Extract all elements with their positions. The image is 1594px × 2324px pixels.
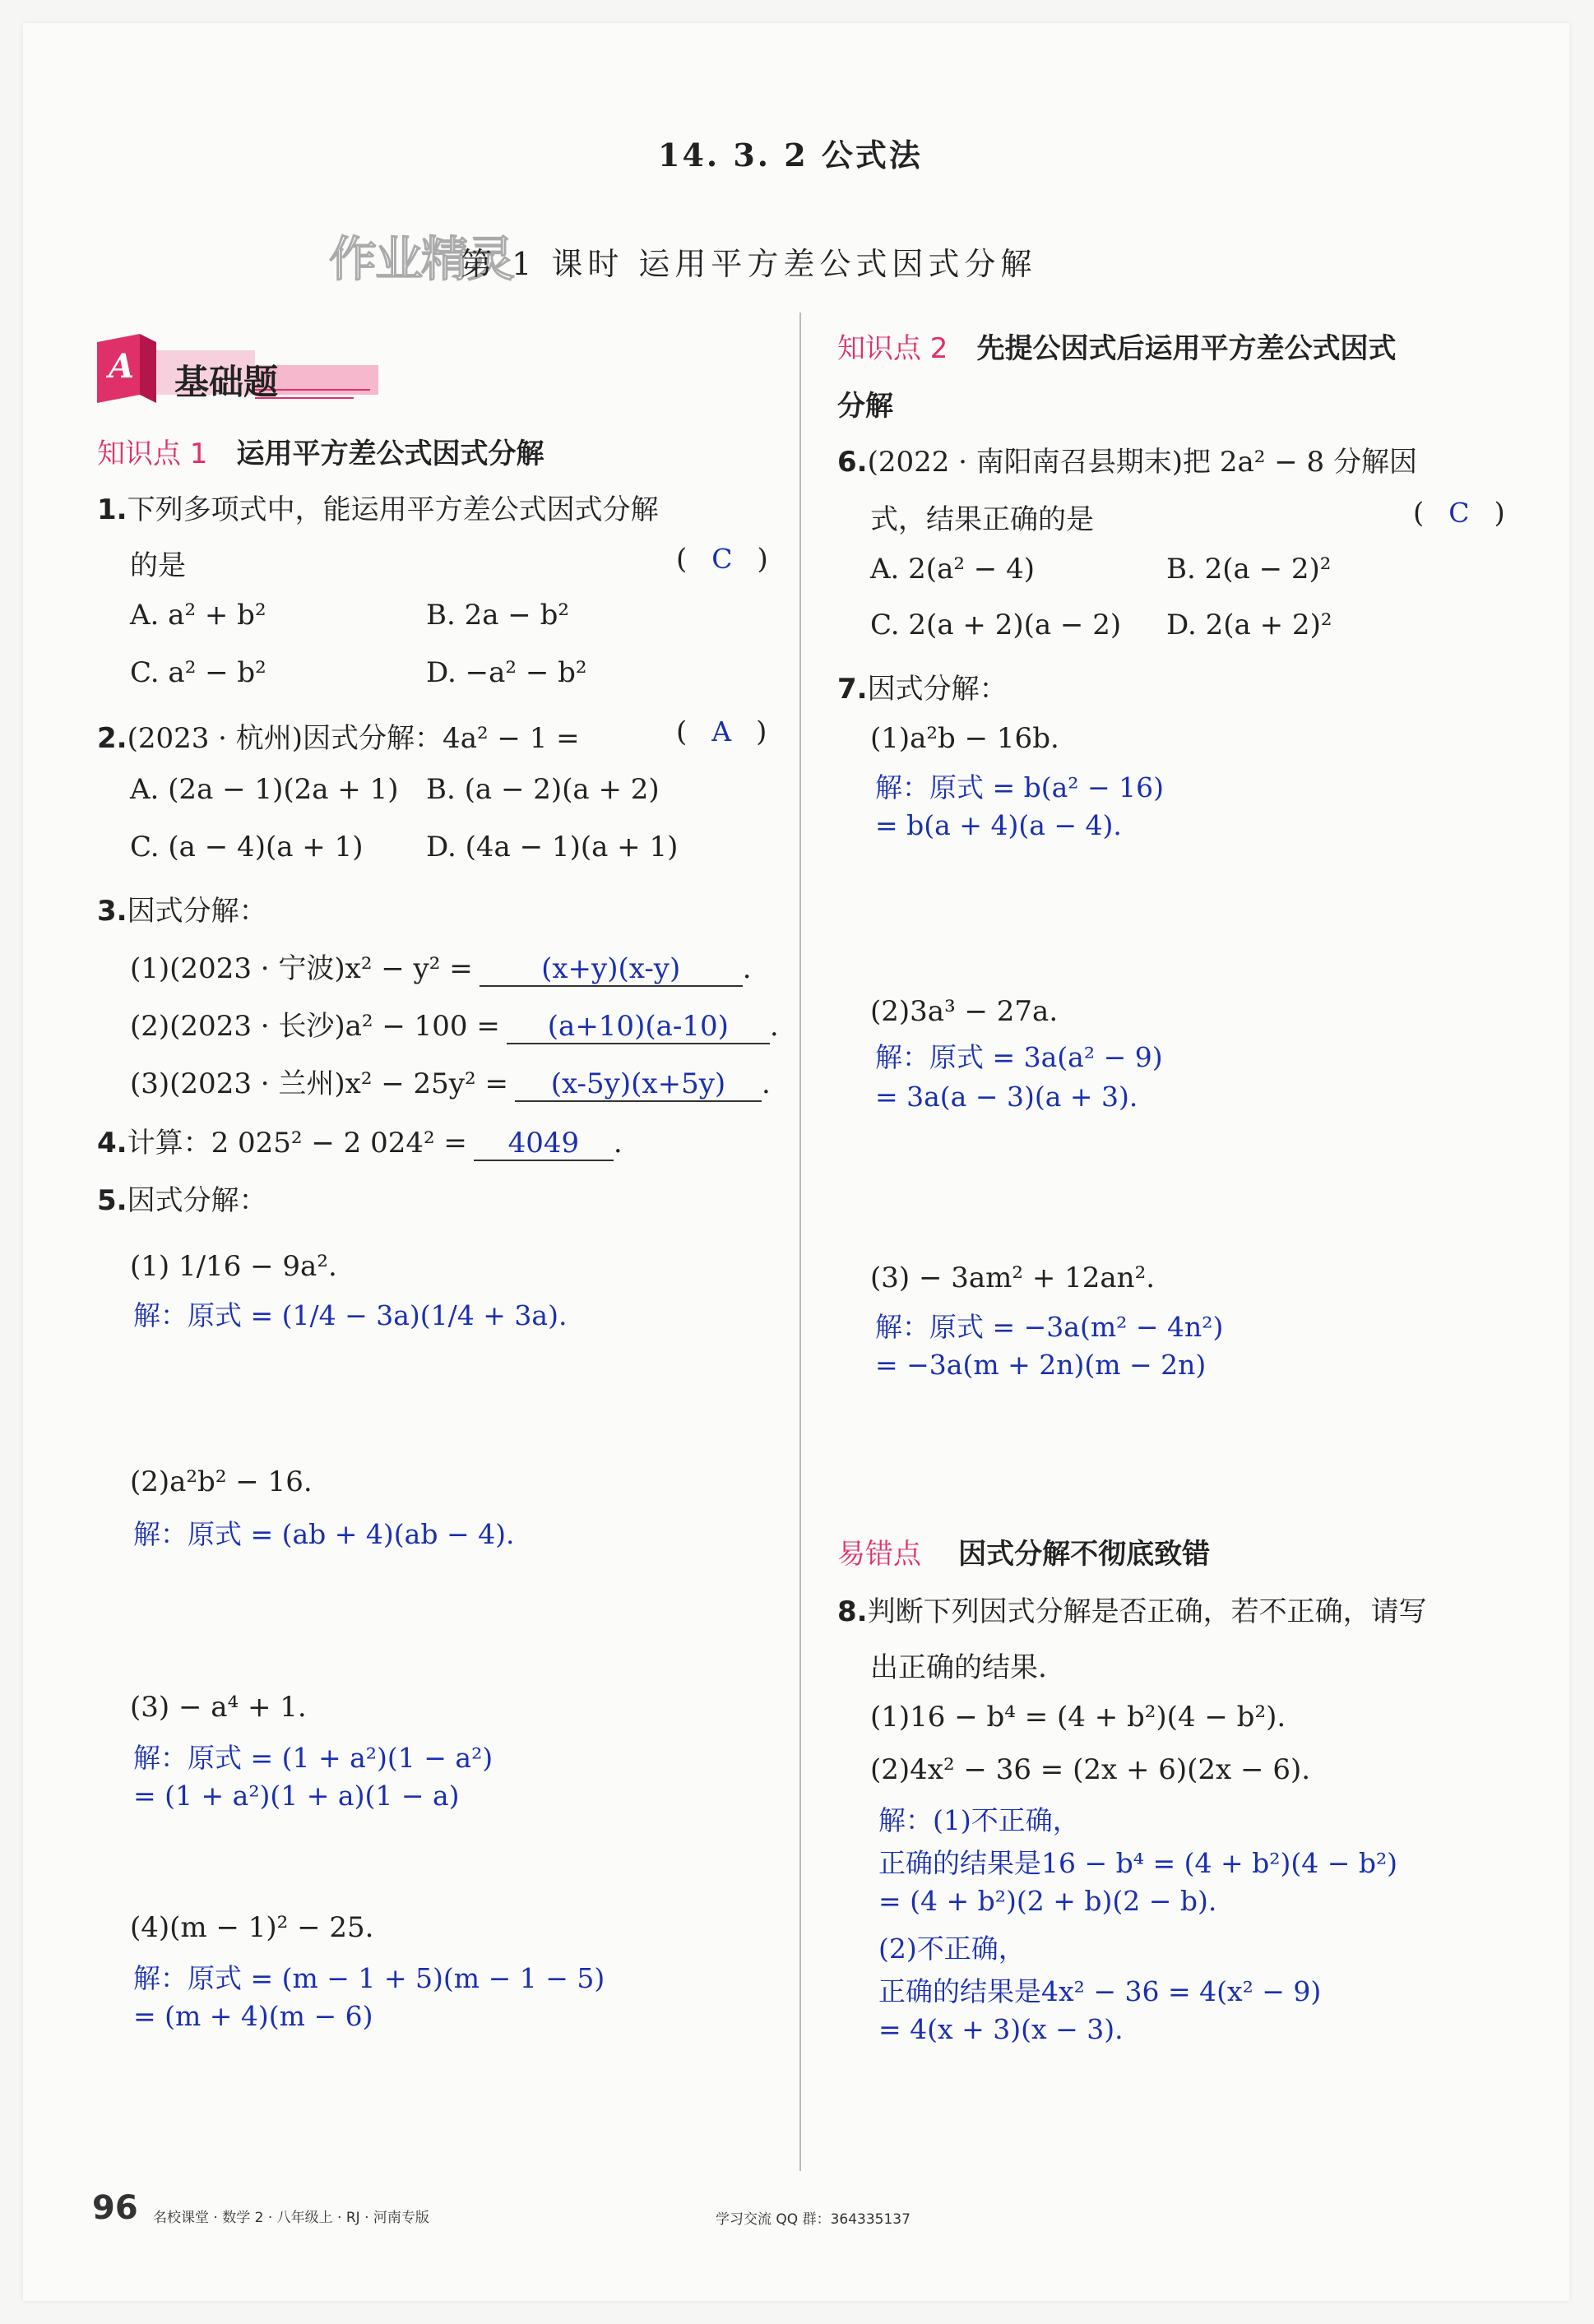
q8-solution-6: = 4(x + 3)(x − 3). — [878, 2013, 1124, 2045]
q7-part-1: (1)a²b − 16b. — [870, 722, 1059, 755]
q5-part-3: (3) − a⁴ + 1. — [130, 1691, 307, 1724]
part-text: (1)(2023 · 宁波)x² − y² = — [130, 952, 473, 985]
option-a: A. 2(a² − 4) — [870, 553, 1035, 586]
question-text: (2022 · 南阳南召县期末)把 2a² − 8 分解因 — [867, 446, 1417, 479]
q7-part-2: (2)3a³ − 27a. — [870, 995, 1059, 1028]
question-number: 6. — [837, 446, 868, 479]
q8-solution-3: = (4 + b²)(2 + b)(2 − b). — [878, 1885, 1217, 1917]
question-1-stem — [97, 487, 659, 527]
lesson-title: 第 1 课时 运用平方差公式因式分解 — [461, 246, 1037, 282]
choice-answer: C — [1448, 497, 1470, 529]
q8-part-1: (1)16 − b⁴ = (4 + b²)(4 − b²). — [870, 1701, 1286, 1734]
option-c: C. a² − b² — [130, 656, 266, 689]
section-title: 14. 3. 2 公式法 — [658, 137, 923, 174]
watermark-logo: 作业精灵 — [329, 231, 514, 287]
question-number: 3. — [97, 895, 127, 928]
column-divider — [799, 312, 801, 2171]
q5-part-1: (1) 1/16 − 9a². — [130, 1250, 337, 1283]
q5-solution-3a: 解：原式 = (1 + a²)(1 − a²) — [133, 1742, 493, 1774]
question-number: 4. — [97, 1127, 127, 1160]
option-d: D. −a² − b² — [426, 656, 587, 689]
book-info: 名校课堂 · 数学 2 · 八年级上 · RJ · 河南专版 — [153, 2210, 429, 2226]
kp-tag: 知识点 2 — [837, 332, 948, 365]
question-number: 7. — [837, 673, 868, 706]
q8-solution-4: (2)不正确， — [878, 1933, 1026, 1965]
q5-part-4: (4)(m − 1)² − 25. — [130, 1911, 374, 1944]
part-text: (2)(2023 · 长沙)a² − 100 = — [130, 1010, 500, 1043]
question-number: 2. — [97, 722, 127, 755]
q7-solution-2b: = 3a(a − 3)(a + 3). — [875, 1081, 1138, 1113]
q7-solution-2a: 解：原式 = 3a(a² − 9) — [875, 1041, 1163, 1073]
question-text: 因式分解： — [127, 1184, 267, 1217]
question-text: 计算：2 025² − 2 024² = — [127, 1127, 467, 1160]
question-3-stem — [97, 888, 267, 928]
kp-text-2: 分解 — [837, 390, 893, 423]
question-number: 1. — [97, 493, 127, 526]
q5-solution-3b: = (1 + a²)(1 + a)(1 − a) — [133, 1780, 460, 1812]
section-a-header — [90, 332, 387, 408]
option-a: A. a² + b² — [130, 599, 266, 632]
part-text: (3)(2023 · 兰州)x² − 25y² = — [130, 1067, 508, 1100]
option-c: C. (a − 4)(a + 1) — [130, 831, 364, 863]
kp-text: 先提公因式后运用平方差公式因式 — [976, 332, 1397, 365]
option-b: B. 2a − b² — [426, 599, 570, 632]
q7-part-3: (3) − 3am² + 12an². — [870, 1262, 1156, 1294]
question-8-stem — [837, 1589, 1427, 1629]
question-1-stem-2: 的是 — [130, 549, 186, 582]
question-number: 5. — [97, 1184, 127, 1217]
q8-solution-2: 正确的结果是16 − b⁴ = (4 + b²)(4 − b²) — [878, 1847, 1398, 1879]
question-6-stem-2: 式，结果正确的是 — [870, 503, 1094, 536]
knowledge-point-2 — [837, 326, 1397, 366]
option-a: A. (2a − 1)(2a + 1) — [130, 773, 399, 806]
question-5-stem — [97, 1178, 267, 1218]
question-8-stem-2: 出正确的结果. — [870, 1651, 1047, 1684]
error-tag: 易错点 — [837, 1538, 921, 1571]
kp-tag: 知识点 1 — [97, 437, 208, 470]
q3-part-3: (3)(2023 · 兰州)x² − 25y² = (x-5y)(x+5y) . — [130, 1067, 771, 1100]
option-b: B. (a − 2)(a + 2) — [426, 773, 660, 806]
question-text: (2023 · 杭州)因式分解：4a² − 1 = — [127, 722, 580, 755]
question-text: 因式分解： — [127, 895, 267, 928]
knowledge-point-1 — [97, 431, 544, 471]
answer-paren: ( A ) — [676, 715, 767, 748]
q7-solution-3b: = −3a(m + 2n)(m − 2n) — [875, 1349, 1207, 1381]
kp-text: 运用平方差公式因式分解 — [236, 437, 544, 470]
fill-blank: (x-5y)(x+5y) — [515, 1067, 762, 1102]
q5-solution-4b: = (m + 4)(m − 6) — [133, 2000, 373, 2032]
option-d: D. (4a − 1)(a + 1) — [426, 831, 679, 863]
q7-solution-1a: 解：原式 = b(a² − 16) — [875, 771, 1165, 803]
option-c: C. 2(a + 2)(a − 2) — [870, 609, 1122, 641]
q5-solution-1: 解：原式 = (1/4 − 3a)(1/4 + 3a). — [133, 1299, 568, 1331]
question-text: 判断下列因式分解是否正确，若不正确，请写 — [867, 1595, 1427, 1628]
q5-solution-2: 解：原式 = (ab + 4)(ab − 4). — [133, 1518, 515, 1550]
answer-paren: ( C ) — [1413, 497, 1505, 530]
option-d: D. 2(a + 2)² — [1166, 609, 1332, 641]
q8-solution-1: 解：(1)不正确， — [878, 1804, 1080, 1836]
q7-solution-3a: 解：原式 = −3a(m² − 4n²) — [875, 1311, 1224, 1343]
fill-blank: 4049 — [474, 1127, 614, 1161]
q5-part-2: (2)a²b² − 16. — [130, 1465, 313, 1498]
question-2-stem — [97, 715, 580, 756]
error-point — [837, 1531, 1210, 1572]
q7-solution-1b: = b(a + 4)(a − 4). — [875, 809, 1122, 841]
fill-blank: (a+10)(a-10) — [507, 1010, 770, 1044]
q3-part-2: (2)(2023 · 长沙)a² − 100 = (a+10)(a-10) . — [130, 1010, 779, 1043]
fill-blank: (x+y)(x-y) — [480, 952, 743, 987]
q8-solution-5: 正确的结果是4x² − 36 = 4(x² − 9) — [878, 1975, 1322, 2007]
q5-solution-4a: 解：原式 = (m − 1 + 5)(m − 1 − 5) — [133, 1962, 605, 1994]
section-badge-letter: A — [109, 347, 135, 386]
q8-part-2: (2)4x² − 36 = (2x + 6)(2x − 6). — [870, 1753, 1311, 1786]
question-4: 4.计算：2 025² − 2 024² = 4049 . — [97, 1127, 623, 1160]
answer-paren: ( C ) — [676, 543, 768, 576]
q3-part-1: (1)(2023 · 宁波)x² − y² = (x+y)(x-y) . — [130, 952, 752, 985]
question-7-stem — [837, 666, 1008, 706]
page-number: 96 — [92, 2189, 138, 2227]
choice-answer: C — [711, 543, 733, 575]
question-6-stem — [837, 439, 1417, 479]
question-text: 下列多项式中，能运用平方差公式因式分解 — [127, 493, 659, 526]
qq-group: 学习交流 QQ 群：364335137 — [716, 2211, 911, 2228]
question-number: 8. — [837, 1595, 868, 1628]
option-b: B. 2(a − 2)² — [1166, 553, 1332, 586]
choice-answer: A — [711, 715, 732, 748]
question-text: 因式分解： — [867, 673, 1008, 706]
error-text: 因式分解不彻底致错 — [958, 1538, 1211, 1571]
section-label: 基础题 — [174, 362, 279, 402]
